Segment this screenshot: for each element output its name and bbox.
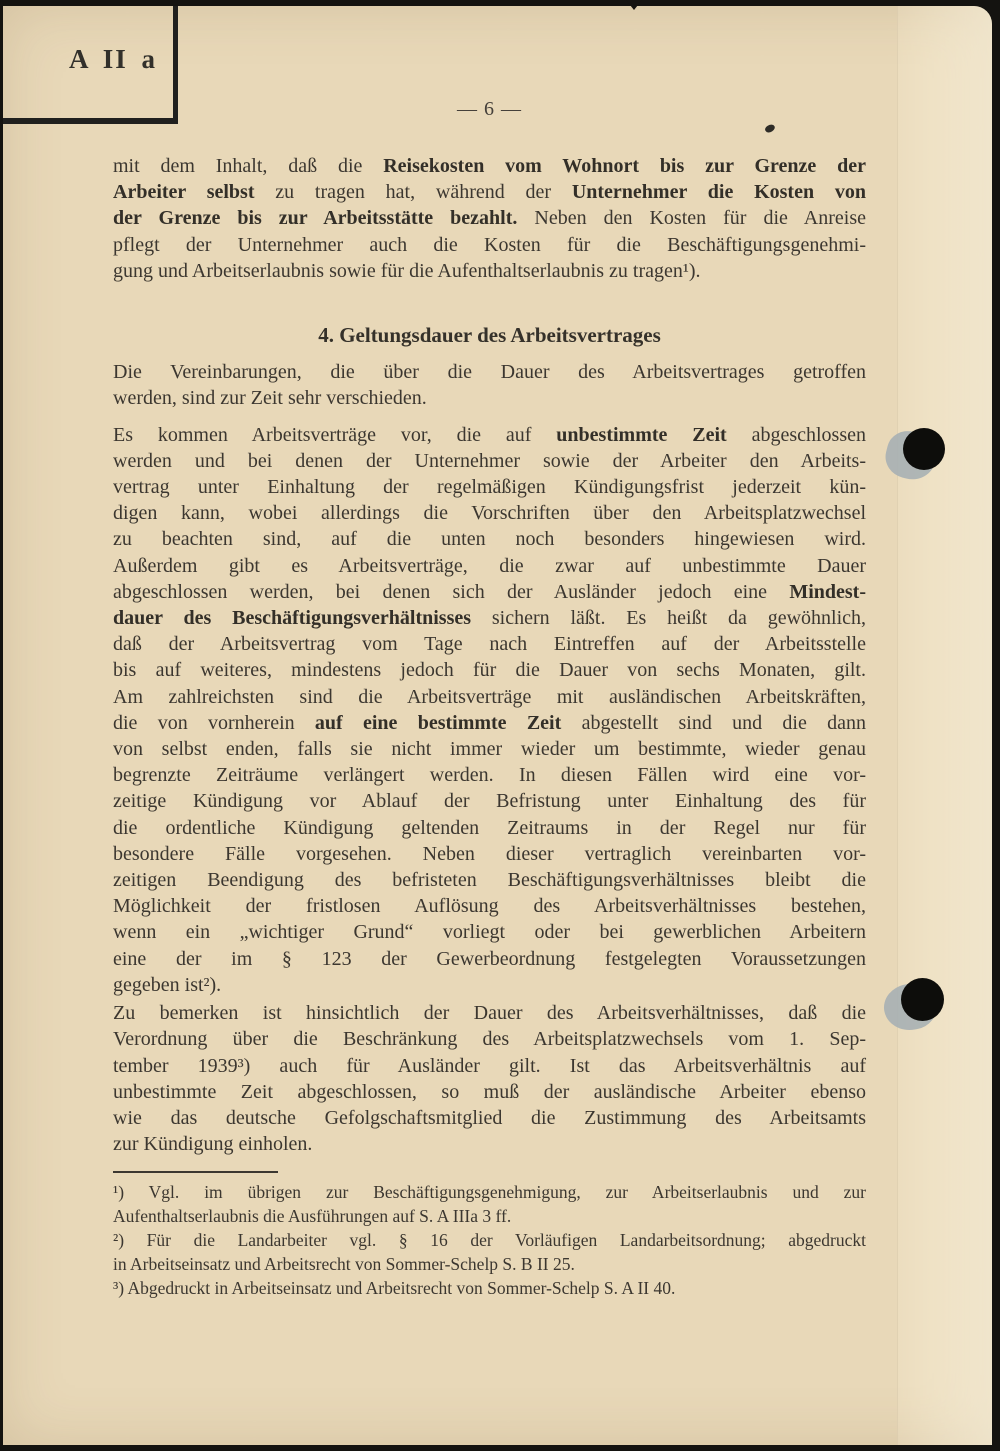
text-line: pflegt der Unternehmer auch die Kosten für die Beschäftigungsgenehmi- xyxy=(113,233,866,256)
paragraph-contract-durations xyxy=(113,422,866,998)
text-line: Es kommen Arbeitsverträge vor, die auf unbestimmte Zeit abgeschlossen xyxy=(113,423,866,446)
text-line: tember 1939³) auch für Ausländer gilt. Ist das Arbeitsverhältnis auf xyxy=(113,1054,866,1077)
text-line: gung und Arbeitserlaubnis sowie für die Aufenthaltserlaubnis zu tragen¹). xyxy=(113,259,701,282)
footnote-1 xyxy=(113,1180,866,1228)
footnote-separator xyxy=(113,1171,278,1173)
paper-edge-light-band xyxy=(897,6,992,1445)
text-line: bis auf weiteres, mindestens jedoch für die Dauer von sechs Monaten, gilt. xyxy=(113,659,866,682)
text-line: digen kann, wobei allerdings die Vorschriften über den Arbeitsplatzwechsel xyxy=(113,502,866,525)
punch-hole-top xyxy=(903,428,945,470)
footnotes xyxy=(113,1180,866,1300)
text-line: Am zahlreichsten sind die Arbeitsverträge mit ausländischen Arbeitskräften, xyxy=(113,685,866,708)
punch-hole-bottom xyxy=(901,978,944,1021)
text-line: wenn ein „wichtiger Grund“ vorliegt oder bei gewerblichen Arbeitern xyxy=(113,921,866,944)
text-line: eine der im § 123 der Gewerbeordnung festgelegten Voraussetzungen xyxy=(113,947,866,970)
text-line: besondere Fälle vorgesehen. Neben dieser vertraglich vereinbarten vor- xyxy=(113,842,866,865)
text-line: dauer des Beschäftigungsverhältnisses sichern läßt. Es heißt da gewöhnlich, xyxy=(113,607,866,630)
text-line: unbestimmte Zeit abgeschlossen, so muß der ausländische Arbeiter ebenso xyxy=(113,1080,866,1103)
paragraph-travel-costs xyxy=(113,153,866,284)
footnote-3 xyxy=(113,1276,866,1300)
text-line: von selbst enden, falls sie nicht immer wieder um bestimmte, wieder genau xyxy=(113,738,866,761)
paragraph-termination-rules xyxy=(113,1000,866,1157)
text-line: Aufenthaltserlaubnis die Ausführungen auf S. A IIIa 3 ff. xyxy=(113,1206,512,1227)
text-line: Verordnung über die Beschränkung des Arbeitsplatzwechsels vom 1. Sep- xyxy=(113,1028,866,1051)
text-line: werden und bei denen der Unternehmer sowie der Arbeiter den Arbeits- xyxy=(113,449,866,472)
text-line: begrenzte Zeiträume verlängert werden. In diesen Fällen wird eine vor- xyxy=(113,764,866,787)
text-line: werden, sind zur Zeit sehr verschieden. xyxy=(113,387,427,410)
text-line: die ordentliche Kündigung geltenden Zeitraums in der Regel nur für xyxy=(113,816,866,839)
text-line: Arbeiter selbst zu tragen hat, während der Unternehmer die Kosten von xyxy=(113,181,866,204)
text-line: Zu bemerken ist hinsichtlich der Dauer des Arbeitsverhältnisses, daß die xyxy=(113,1002,866,1025)
text-line: zur Kündigung einholen. xyxy=(113,1133,313,1156)
paper-sheet xyxy=(3,6,992,1445)
text-line: ³) Abgedruckt in Arbeitseinsatz und Arbeitsrecht von Sommer-Schelp S. A II 40. xyxy=(113,1278,676,1299)
text-line: daß der Arbeitsvertrag vom Tage nach Eintreffen auf der Arbeitsstelle xyxy=(113,633,866,656)
classification-label: A II a xyxy=(69,44,158,74)
page-body-text xyxy=(113,153,866,1300)
text-line: vertrag unter Einhaltung der regelmäßigen Kündigungsfrist jederzeit kün- xyxy=(113,476,866,499)
text-line: die von vornherein auf eine bestimmte Zeit abgestellt sind und die dann xyxy=(113,711,866,734)
text-line: Möglichkeit der fristlosen Auflösung des Arbeitsverhältnisses bestehen, xyxy=(113,895,866,918)
text-line: abgeschlossen werden, bei denen sich der Ausländer jedoch eine Mindest- xyxy=(113,580,866,603)
text-line: Die Vereinbarungen, die über die Dauer des Arbeitsvertrages getroffen xyxy=(113,361,866,384)
text-line: ¹) Vgl. im übrigen zur Beschäftigungsgenehmigung, zur Arbeitserlaubnis und zur xyxy=(113,1182,866,1203)
paragraph-agreements-vary xyxy=(113,359,866,411)
text-line: gegeben ist²). xyxy=(113,973,222,996)
section-heading: 4. Geltungsdauer des Arbeitsvertrages xyxy=(318,323,661,348)
text-line: wie das deutsche Gefolgschaftsmitglied die Zustimmung des Arbeitsamts xyxy=(113,1106,866,1129)
text-line: in Arbeitseinsatz und Arbeitsrecht von Sommer-Schelp S. B II 25. xyxy=(113,1254,575,1275)
footnote-2 xyxy=(113,1228,866,1276)
page-number: — 6 — xyxy=(457,98,522,120)
text-line: zu beachten sind, auf die unten noch besonders hingewiesen wird. xyxy=(113,528,866,551)
text-line: zeitige Kündigung vor Ablauf der Befristung unter Einhaltung des für xyxy=(113,790,866,813)
text-line: mit dem Inhalt, daß die Reisekosten vom Wohnort bis zur Grenze der xyxy=(113,155,866,177)
text-line: der Grenze bis zur Arbeitsstätte bezahlt. Neben den Kosten für die Anreise xyxy=(113,207,866,230)
ink-speck xyxy=(764,123,776,134)
text-line: ²) Für die Landarbeiter vgl. § 16 der Vorläufigen Landarbeitsordnung; abgedruckt xyxy=(113,1230,866,1251)
text-line: Außerdem gibt es Arbeitsverträge, die zwar auf unbestimmte Dauer xyxy=(113,554,866,577)
text-line: zeitigen Beendigung des befristeten Beschäftigungsverhältnisses bleibt die xyxy=(113,869,866,892)
scan-edge-notch xyxy=(626,0,642,10)
